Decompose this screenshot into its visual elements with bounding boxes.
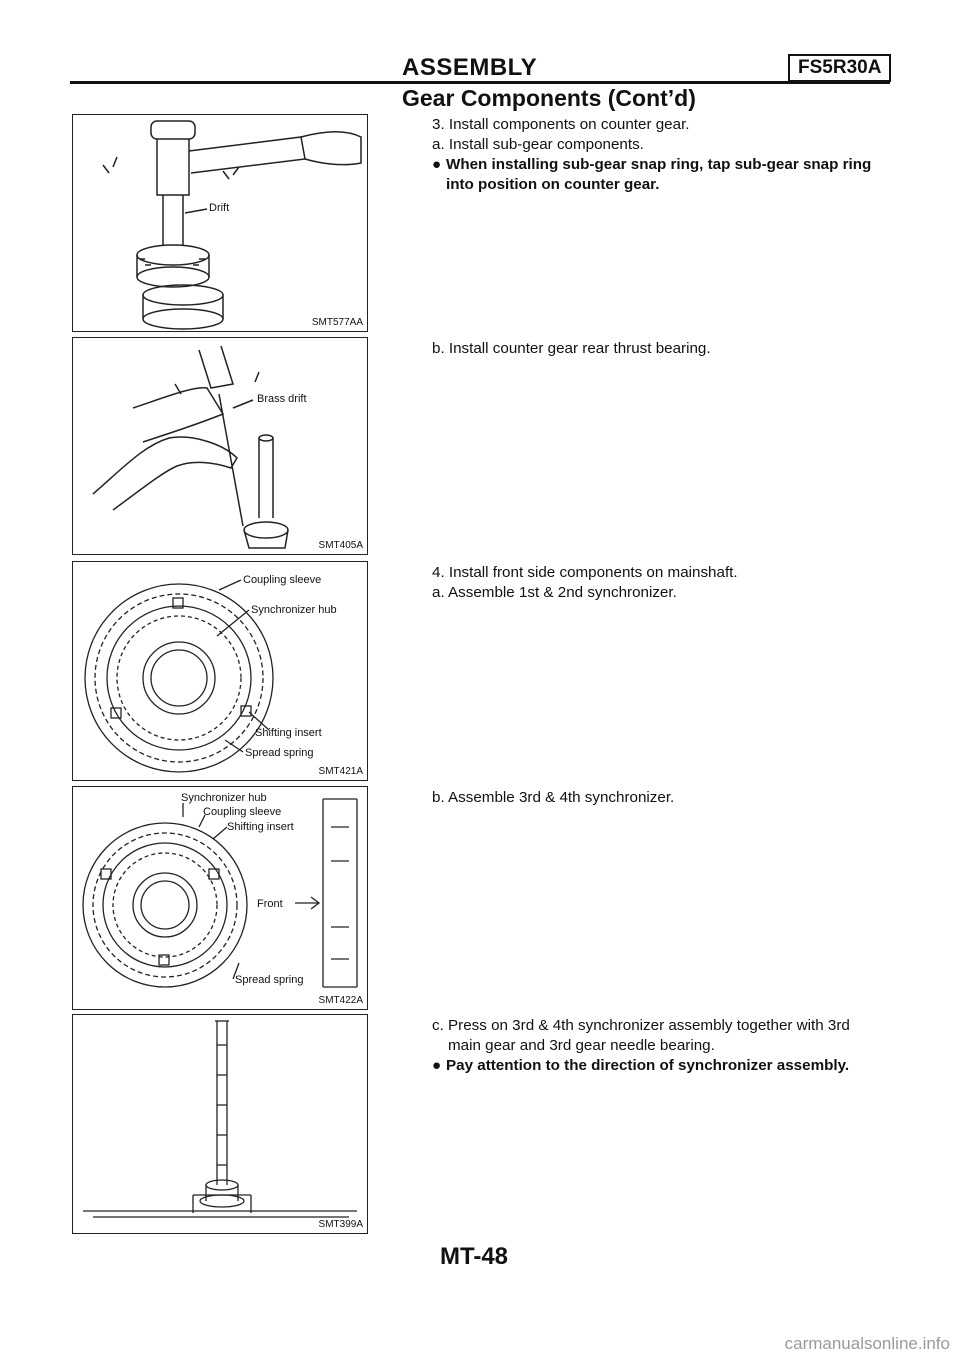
- header-rule: [70, 81, 890, 84]
- figure-label: Drift: [209, 202, 230, 214]
- step-4c-note: [432, 1056, 892, 1076]
- section-title: ASSEMBLY: [402, 54, 538, 81]
- step-4-text: [432, 563, 892, 603]
- step-3b: b. Install counter gear rear thrust bearing.: [432, 340, 711, 357]
- bullet-icon: ●: [432, 1057, 442, 1074]
- mainshaft-press-illustration: [73, 1015, 367, 1233]
- figure-label: Brass drift: [257, 393, 307, 405]
- step-4a: a. Assemble 1st & 2nd synchronizer.: [432, 584, 677, 601]
- step-3a-note-text: When installing sub-gear snap ring, tap sub-gear snap ring into position on counter gear.: [446, 156, 872, 193]
- step-3: 3. Install components on counter gear.: [432, 116, 690, 133]
- figure-1st-2nd-synchronizer: [72, 561, 368, 781]
- figure-code: SMT577AA: [311, 317, 363, 328]
- synchronizer-3-4-illustration: [73, 787, 367, 1009]
- page-subtitle: Gear Components (Cont’d): [402, 85, 696, 111]
- page-number: MT-48: [440, 1243, 509, 1270]
- figure-label: Synchronizer hub: [181, 792, 267, 804]
- figure-code: SMT399A: [318, 1219, 363, 1230]
- figure-label: Spread spring: [245, 747, 314, 759]
- step-3-text: [432, 115, 892, 195]
- figure-code: SMT422A: [318, 995, 363, 1006]
- drift-illustration: [73, 115, 367, 331]
- synchronizer-1-2-illustration: [73, 562, 367, 780]
- step-4b: b. Assemble 3rd & 4th synchronizer.: [432, 789, 675, 806]
- figure-label: Coupling sleeve: [243, 574, 322, 586]
- step-4c-note-text: Pay attention to the direction of synchronizer assembly.: [446, 1057, 850, 1074]
- step-3b-text: [432, 339, 892, 359]
- figure-brass-drift: [72, 337, 368, 555]
- figure-label: Coupling sleeve: [203, 806, 282, 818]
- page-header: [0, 52, 960, 112]
- step-4: 4. Install front side components on mainshaft.: [432, 564, 738, 581]
- figure-label: Spread spring: [235, 974, 304, 986]
- step-4c-line-1: c. Press on 3rd & 4th synchronizer assembly together with 3rd: [432, 1017, 850, 1034]
- step-3a: a. Install sub-gear components.: [432, 136, 644, 153]
- bullet-icon: ●: [432, 156, 442, 173]
- figure-label: Synchronizer hub: [251, 604, 337, 616]
- figure-label: Shifting insert: [255, 727, 322, 739]
- step-3a-note: [432, 155, 892, 195]
- step-4b-text: [432, 788, 892, 808]
- step-4c-text: [432, 1016, 892, 1076]
- model-badge: FS5R30A: [788, 54, 891, 82]
- step-4c-line-2: main gear and 3rd gear needle bearing.: [448, 1037, 715, 1054]
- watermark: carmanualsonline.info: [784, 1334, 950, 1353]
- figure-code: SMT405A: [318, 540, 363, 551]
- figure-drift-counter-gear: [72, 114, 368, 332]
- figure-code: SMT421A: [318, 766, 363, 777]
- figure-3rd-4th-synchronizer: [72, 786, 368, 1010]
- figure-label: Front: [257, 898, 283, 910]
- figure-mainshaft-press: [72, 1014, 368, 1234]
- brass-drift-illustration: [73, 338, 367, 554]
- figure-label: Shifting insert: [227, 821, 294, 833]
